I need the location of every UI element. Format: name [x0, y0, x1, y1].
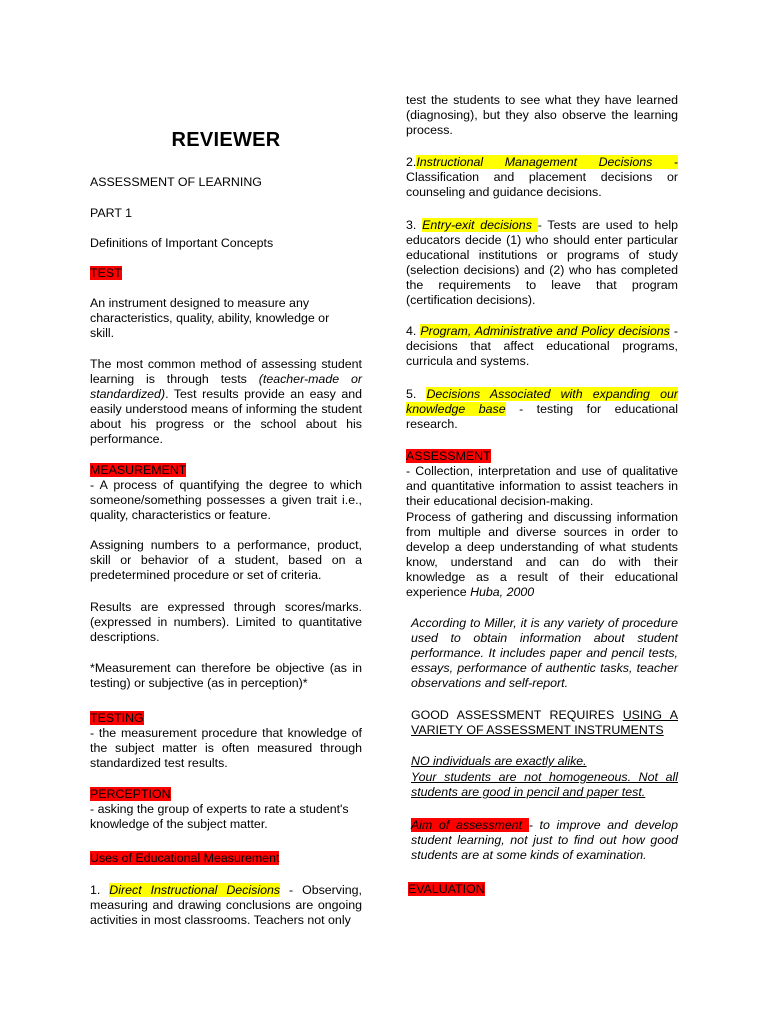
no-individuals-note: NO individuals are exactly alike.: [411, 754, 587, 768]
page-title: REVIEWER: [171, 129, 281, 151]
uses-heading: [90, 851, 362, 866]
subtitle: ASSESSMENT OF LEARNING: [90, 175, 262, 189]
uses-item-3: 3. Entry-exit decisions - Tests are used to help educators decide (1) who should enter particular educational institutions or programs of study (selection decisions) and (2) who has completed the requirements to leave that program (certification decisions).: [406, 218, 678, 307]
evaluation-heading: [408, 882, 680, 897]
uses-item-1-continued: test the students to see what they have learned (diagnosing), but they also observe the learning process.: [406, 93, 678, 137]
uses-item-1: 1. Direct Instructional Decisions - Observing, measuring and drawing conclusions are ongoing activities in most classrooms. Teachers not only: [90, 883, 362, 927]
aim-of-assessment: Aim of assessment - to improve and develop student learning, not just to find out how good students are at some kinds of examination.: [411, 818, 678, 862]
test-label: TEST: [90, 266, 122, 280]
evaluation-label: EVALUATION: [408, 882, 485, 896]
measurement-assigning: Assigning numbers to a performance, product, skill or behavior of a student, based on a predetermined procedure or set of criteria.: [90, 538, 362, 582]
measurement-label: MEASUREMENT: [90, 463, 187, 477]
miller-quote: According to Miller, it is any variety of procedure used to obtain information about student performance. It includes paper and pencil tests, essays, performance of authentic tasks, teacher observations and self-report.: [411, 616, 678, 690]
perception-definition: - asking the group of experts to rate a student's knowledge of the subject matter.: [90, 802, 349, 831]
part-label: PART 1: [90, 206, 133, 220]
perception-label: PERCEPTION: [90, 787, 171, 801]
assessment-process: Process of gathering and discussing information from multiple and diverse sources in order to develop a deep understanding of what students know, understand and can do with their knowledge as a result of their educational experience Huba, 2000: [406, 510, 678, 599]
perception-heading: [90, 787, 362, 802]
uses-label: Uses of Educational Measurement: [90, 851, 280, 865]
not-homogeneous-note: Your students are not homogeneous. Not all students are good in pencil and paper test.: [411, 770, 678, 799]
definitions-heading: Definitions of Important Concepts: [90, 236, 274, 250]
test-paragraph: The most common method of assessing student learning is through tests (teacher-made or standardized). Test results provide an easy and easily understood means of informing the student about his progress or the school about his performance.: [90, 357, 362, 446]
testing-definition: - the measurement procedure that knowledge of the subject matter is often measured through standardized test results.: [90, 726, 362, 770]
good-assessment-note: GOOD ASSESSMENT REQUIRES USING A VARIETY OF ASSESSMENT INSTRUMENTS: [411, 708, 678, 737]
measurement-definition: - A process of quantifying the degree to which someone/something possesses a given trait i.e., quality, characteristics or feature.: [90, 478, 362, 522]
testing-heading: [90, 711, 362, 726]
assessment-label: ASSESSMENT: [406, 449, 491, 463]
measurement-heading: [90, 463, 362, 478]
measurement-note: *Measurement can therefore be objective (as in testing) or subjective (as in perception)*: [90, 661, 362, 690]
test-heading: [90, 266, 362, 281]
measurement-results: Results are expressed through scores/marks. (expressed in numbers). Limited to quantitative descriptions.: [90, 600, 362, 644]
assessment-definition: - Collection, interpretation and use of qualitative and quantitative information to assist teachers in their educational decision-making.: [406, 464, 678, 508]
test-definition: An instrument designed to measure any characteristics, quality, ability, knowledge or skill.: [90, 296, 330, 340]
aim-label: Aim of assessment: [411, 818, 529, 832]
uses-item-2: 2.Instructional Management Decisions - Classification and placement decisions or counseling and guidance decisions.: [406, 155, 678, 199]
assessment-heading: [406, 449, 678, 464]
uses-item-4: 4. Program, Administrative and Policy decisions - decisions that affect educational programs, curricula and systems.: [406, 324, 678, 368]
uses-item-5: 5. Decisions Associated with expanding our knowledge base - testing for educational research.: [406, 387, 678, 431]
testing-label: TESTING: [90, 711, 144, 725]
